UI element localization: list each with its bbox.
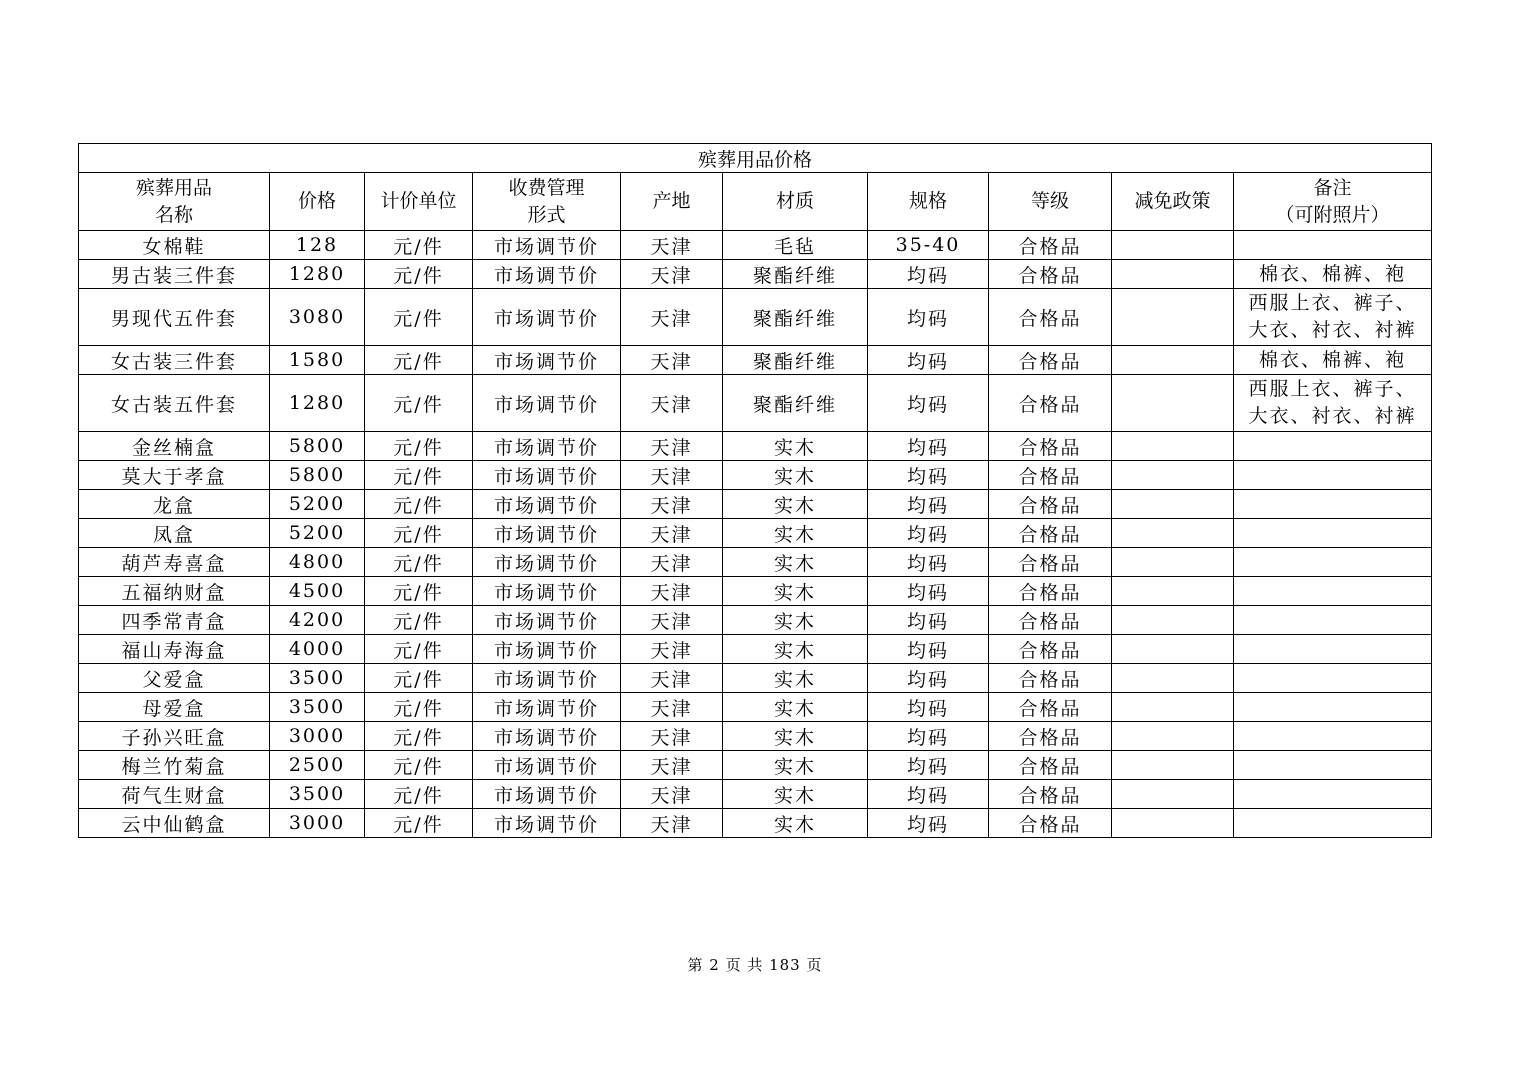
cell-grade: 合格品 (989, 375, 1112, 432)
note-line: 棉衣、棉裤、袍 (1259, 348, 1407, 371)
cell-policy (1112, 751, 1234, 780)
header-management (473, 173, 621, 231)
header-line: 形式 (527, 203, 566, 226)
cell-unit: 元/件 (365, 722, 473, 751)
cell-origin: 天津 (621, 780, 723, 809)
cell-name: 龙盒 (79, 490, 270, 519)
cell-grade: 合格品 (989, 490, 1112, 519)
cell-note (1234, 461, 1432, 490)
table-row (79, 432, 1432, 461)
cell-material: 实木 (723, 751, 868, 780)
cell-policy (1112, 664, 1234, 693)
cell-policy (1112, 375, 1234, 432)
cell-policy (1112, 548, 1234, 577)
cell-spec: 均码 (868, 260, 989, 289)
table-row (79, 375, 1432, 432)
header-line: 规格 (908, 190, 947, 212)
note-line: 大衣、衬衣、衬裤 (1248, 405, 1417, 427)
cell-material: 聚酯纤维 (723, 260, 868, 289)
cell-name: 凤盒 (79, 519, 270, 548)
table-row (79, 231, 1432, 260)
table-row (79, 346, 1432, 375)
cell-policy (1112, 231, 1234, 260)
cell-policy (1112, 289, 1234, 346)
cell-unit: 元/件 (365, 432, 473, 461)
cell-management: 市场调节价 (473, 780, 621, 809)
cell-material: 聚酯纤维 (723, 375, 868, 432)
cell-unit: 元/件 (365, 490, 473, 519)
cell-policy (1112, 346, 1234, 375)
cell-grade: 合格品 (989, 606, 1112, 635)
cell-origin: 天津 (621, 722, 723, 751)
cell-price: 3500 (270, 780, 365, 809)
table-row (79, 461, 1432, 490)
table-row (79, 664, 1432, 693)
cell-origin: 天津 (621, 375, 723, 432)
cell-origin: 天津 (621, 606, 723, 635)
table-row (79, 577, 1432, 606)
cell-material: 毛毡 (723, 231, 868, 260)
cell-material: 实木 (723, 432, 868, 461)
header-line: 等级 (1030, 190, 1069, 212)
cell-policy (1112, 577, 1234, 606)
cell-spec: 均码 (868, 461, 989, 490)
cell-note (1234, 519, 1432, 548)
table-row (79, 260, 1432, 289)
cell-spec: 均码 (868, 548, 989, 577)
header-material (723, 173, 868, 231)
cell-grade: 合格品 (989, 577, 1112, 606)
cell-name: 男现代五件套 (79, 289, 270, 346)
cell-unit: 元/件 (365, 231, 473, 260)
cell-unit: 元/件 (365, 346, 473, 375)
cell-unit: 元/件 (365, 375, 473, 432)
cell-policy (1112, 809, 1234, 838)
table-row (79, 635, 1432, 664)
header-spec (868, 173, 989, 231)
cell-name: 四季常青盒 (79, 606, 270, 635)
header-name (79, 173, 270, 231)
cell-spec: 均码 (868, 635, 989, 664)
cell-price: 128 (270, 231, 365, 260)
cell-management: 市场调节价 (473, 231, 621, 260)
cell-material: 实木 (723, 780, 868, 809)
cell-price: 5800 (270, 461, 365, 490)
cell-price: 3080 (270, 289, 365, 346)
cell-unit: 元/件 (365, 664, 473, 693)
cell-unit: 元/件 (365, 577, 473, 606)
header-grade (989, 173, 1112, 231)
cell-policy (1112, 722, 1234, 751)
header-line: 价格 (297, 190, 336, 212)
cell-price: 2500 (270, 751, 365, 780)
cell-grade: 合格品 (989, 346, 1112, 375)
cell-material: 聚酯纤维 (723, 289, 868, 346)
cell-price: 5200 (270, 490, 365, 519)
cell-unit: 元/件 (365, 289, 473, 346)
cell-policy (1112, 635, 1234, 664)
cell-origin: 天津 (621, 548, 723, 577)
cell-material: 实木 (723, 490, 868, 519)
cell-origin: 天津 (621, 231, 723, 260)
cell-policy (1112, 606, 1234, 635)
header-unit (365, 173, 473, 231)
cell-price: 4200 (270, 606, 365, 635)
cell-origin: 天津 (621, 289, 723, 346)
header-line: 减免政策 (1134, 190, 1211, 212)
cell-price: 1280 (270, 260, 365, 289)
cell-spec: 均码 (868, 519, 989, 548)
table-row (79, 693, 1432, 722)
table-row (79, 289, 1432, 346)
cell-material: 聚酯纤维 (723, 346, 868, 375)
cell-origin: 天津 (621, 490, 723, 519)
cell-origin: 天津 (621, 519, 723, 548)
cell-grade: 合格品 (989, 231, 1112, 260)
cell-management: 市场调节价 (473, 432, 621, 461)
header-line: 收费管理 (508, 176, 585, 199)
cell-spec: 均码 (868, 490, 989, 519)
cell-origin: 天津 (621, 751, 723, 780)
cell-origin: 天津 (621, 346, 723, 375)
cell-material: 实木 (723, 693, 868, 722)
cell-spec: 均码 (868, 664, 989, 693)
note-line: 棉衣、棉裤、袍 (1259, 262, 1407, 285)
cell-policy (1112, 432, 1234, 461)
cell-spec: 均码 (868, 780, 989, 809)
cell-spec: 均码 (868, 432, 989, 461)
cell-policy (1112, 519, 1234, 548)
cell-unit: 元/件 (365, 461, 473, 490)
cell-note (1234, 635, 1432, 664)
cell-spec: 均码 (868, 809, 989, 838)
cell-unit: 元/件 (365, 780, 473, 809)
table-header-row (79, 173, 1432, 231)
cell-grade: 合格品 (989, 548, 1112, 577)
cell-management: 市场调节价 (473, 722, 621, 751)
cell-unit: 元/件 (365, 751, 473, 780)
cell-spec: 均码 (868, 606, 989, 635)
cell-grade: 合格品 (989, 519, 1112, 548)
cell-unit: 元/件 (365, 693, 473, 722)
cell-note (1234, 693, 1432, 722)
cell-spec: 均码 (868, 289, 989, 346)
note-line: 大衣、衬衣、衬裤 (1248, 319, 1417, 341)
cell-spec: 均码 (868, 375, 989, 432)
cell-unit: 元/件 (365, 548, 473, 577)
cell-grade: 合格品 (989, 751, 1112, 780)
cell-spec: 35-40 (868, 231, 989, 260)
cell-management: 市场调节价 (473, 375, 621, 432)
cell-management: 市场调节价 (473, 548, 621, 577)
cell-management: 市场调节价 (473, 519, 621, 548)
header-line: （可附照片） (1275, 203, 1390, 226)
cell-grade: 合格品 (989, 722, 1112, 751)
cell-origin: 天津 (621, 664, 723, 693)
table-title: 殡葬用品价格 (79, 144, 1432, 173)
cell-note (1234, 490, 1432, 519)
cell-policy (1112, 260, 1234, 289)
cell-grade: 合格品 (989, 461, 1112, 490)
cell-origin: 天津 (621, 260, 723, 289)
header-line: 计价单位 (380, 190, 457, 212)
cell-name: 荷气生财盒 (79, 780, 270, 809)
cell-price: 3500 (270, 693, 365, 722)
cell-management: 市场调节价 (473, 809, 621, 838)
cell-price: 3500 (270, 664, 365, 693)
cell-management: 市场调节价 (473, 461, 621, 490)
cell-policy (1112, 693, 1234, 722)
cell-note (1234, 780, 1432, 809)
cell-note (1234, 577, 1432, 606)
cell-management: 市场调节价 (473, 490, 621, 519)
cell-note (1234, 346, 1432, 375)
cell-note (1234, 664, 1432, 693)
cell-price: 4500 (270, 577, 365, 606)
cell-origin: 天津 (621, 432, 723, 461)
cell-name: 福山寿海盒 (79, 635, 270, 664)
cell-management: 市场调节价 (473, 289, 621, 346)
cell-origin: 天津 (621, 693, 723, 722)
cell-name: 女古装三件套 (79, 346, 270, 375)
cell-management: 市场调节价 (473, 606, 621, 635)
table-row (79, 548, 1432, 577)
cell-spec: 均码 (868, 346, 989, 375)
cell-spec: 均码 (868, 693, 989, 722)
cell-grade: 合格品 (989, 432, 1112, 461)
cell-grade: 合格品 (989, 664, 1112, 693)
cell-name: 女古装五件套 (79, 375, 270, 432)
cell-name: 子孙兴旺盒 (79, 722, 270, 751)
cell-origin: 天津 (621, 461, 723, 490)
cell-price: 5800 (270, 432, 365, 461)
table-row (79, 490, 1432, 519)
cell-name: 云中仙鹤盒 (79, 809, 270, 838)
cell-name: 金丝楠盒 (79, 432, 270, 461)
cell-note (1234, 375, 1432, 432)
cell-unit: 元/件 (365, 260, 473, 289)
cell-material: 实木 (723, 548, 868, 577)
cell-name: 母爱盒 (79, 693, 270, 722)
cell-price: 3000 (270, 722, 365, 751)
cell-note (1234, 751, 1432, 780)
header-note (1234, 173, 1432, 231)
cell-material: 实木 (723, 635, 868, 664)
cell-name: 五福纳财盒 (79, 577, 270, 606)
cell-policy (1112, 461, 1234, 490)
cell-price: 1580 (270, 346, 365, 375)
cell-management: 市场调节价 (473, 664, 621, 693)
cell-origin: 天津 (621, 635, 723, 664)
cell-origin: 天津 (621, 809, 723, 838)
cell-material: 实木 (723, 577, 868, 606)
cell-price: 5200 (270, 519, 365, 548)
cell-note (1234, 809, 1432, 838)
table-row (79, 606, 1432, 635)
cell-grade: 合格品 (989, 780, 1112, 809)
header-line: 产地 (652, 190, 691, 212)
cell-grade: 合格品 (989, 635, 1112, 664)
cell-spec: 均码 (868, 751, 989, 780)
cell-material: 实木 (723, 461, 868, 490)
cell-management: 市场调节价 (473, 751, 621, 780)
header-policy (1112, 173, 1234, 231)
cell-policy (1112, 780, 1234, 809)
cell-name: 葫芦寿喜盒 (79, 548, 270, 577)
cell-grade: 合格品 (989, 809, 1112, 838)
table-body (79, 231, 1432, 838)
price-table (78, 143, 1432, 838)
cell-material: 实木 (723, 606, 868, 635)
cell-grade: 合格品 (989, 289, 1112, 346)
cell-grade: 合格品 (989, 693, 1112, 722)
cell-material: 实木 (723, 519, 868, 548)
cell-management: 市场调节价 (473, 260, 621, 289)
cell-name: 男古装三件套 (79, 260, 270, 289)
table-row (79, 780, 1432, 809)
header-line: 名称 (154, 203, 193, 226)
cell-note (1234, 289, 1432, 346)
cell-unit: 元/件 (365, 606, 473, 635)
cell-note (1234, 260, 1432, 289)
table-row (79, 751, 1432, 780)
cell-note (1234, 722, 1432, 751)
cell-unit: 元/件 (365, 635, 473, 664)
cell-management: 市场调节价 (473, 346, 621, 375)
header-price (270, 173, 365, 231)
cell-name: 莫大于孝盒 (79, 461, 270, 490)
cell-note (1234, 606, 1432, 635)
note-line: 西服上衣、裤子、 (1248, 378, 1417, 400)
table-row (79, 809, 1432, 838)
cell-material: 实木 (723, 809, 868, 838)
cell-note (1234, 432, 1432, 461)
cell-management: 市场调节价 (473, 635, 621, 664)
cell-note (1234, 548, 1432, 577)
page-footer: 第 2 页 共 183 页 (687, 956, 823, 974)
header-line: 备注 (1313, 176, 1352, 199)
header-line: 殡葬用品 (135, 176, 212, 199)
cell-policy (1112, 490, 1234, 519)
cell-price: 1280 (270, 375, 365, 432)
header-line: 材质 (775, 190, 814, 212)
table-row (79, 519, 1432, 548)
cell-grade: 合格品 (989, 260, 1112, 289)
cell-origin: 天津 (621, 577, 723, 606)
cell-spec: 均码 (868, 577, 989, 606)
cell-name: 梅兰竹菊盒 (79, 751, 270, 780)
cell-price: 4000 (270, 635, 365, 664)
cell-spec: 均码 (868, 722, 989, 751)
cell-name: 女棉鞋 (79, 231, 270, 260)
cell-unit: 元/件 (365, 809, 473, 838)
cell-name: 父爱盒 (79, 664, 270, 693)
cell-material: 实木 (723, 722, 868, 751)
cell-material: 实木 (723, 664, 868, 693)
cell-management: 市场调节价 (473, 693, 621, 722)
header-origin (621, 173, 723, 231)
cell-price: 4800 (270, 548, 365, 577)
note-line: 西服上衣、裤子、 (1248, 292, 1417, 314)
cell-note (1234, 231, 1432, 260)
table-row (79, 722, 1432, 751)
cell-management: 市场调节价 (473, 577, 621, 606)
cell-unit: 元/件 (365, 519, 473, 548)
cell-price: 3000 (270, 809, 365, 838)
